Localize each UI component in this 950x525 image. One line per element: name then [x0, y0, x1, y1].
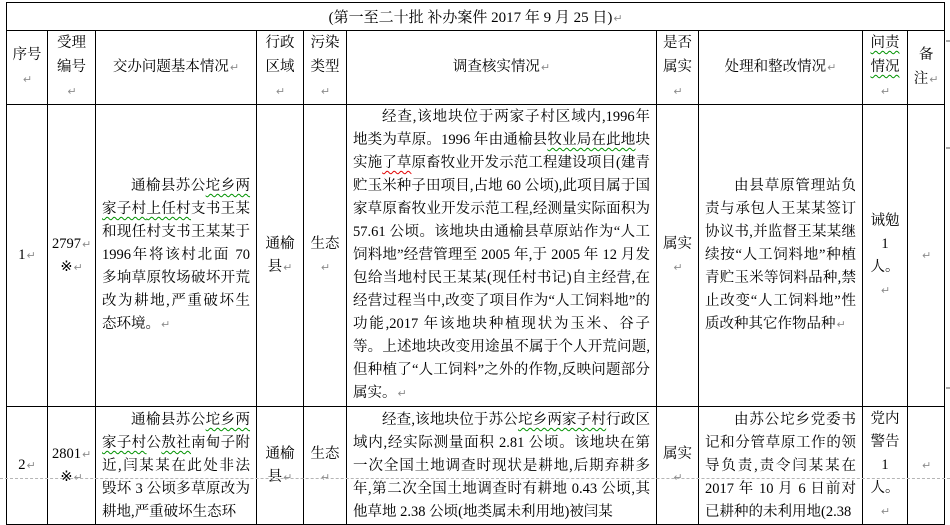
- cell-handling-rectification[interactable]: 由县草原管理站负责与承包人王某某签订协议书,并监督王某某继续按“人工饲料地”种植青贮玉米等饲料品种,禁止改变“人工饲料地”性质改种其它作物品种↵: [699, 105, 863, 407]
- table-header-row: [7, 31, 945, 105]
- paragraph-mark: ↵: [880, 283, 891, 297]
- paragraph-mark: ↵: [673, 260, 683, 274]
- paragraph-mark: ↵: [229, 61, 240, 74]
- paragraph-mark: ↵: [275, 85, 286, 98]
- paragraph-mark: ↵: [921, 249, 932, 262]
- paragraph-mark: ↵: [921, 459, 932, 472]
- table-title: (第一至二十批 补办案件 2017 年 9 月 25 日): [328, 10, 613, 26]
- paragraph-mark: ↵: [73, 470, 83, 484]
- cell-issue-basic-info[interactable]: 通榆县苏公坨乡两家子村公敖社南甸子附近,闫某某在此处非法毁坏 3 公顷多草原改为耕地,严重破坏生态环: [96, 407, 257, 525]
- cell-admin-region[interactable]: 通榆县↵: [257, 105, 304, 407]
- paragraph-mark: ↵: [836, 318, 846, 331]
- paragraph-mark: ↵: [26, 459, 36, 472]
- paragraph-mark: ↵: [320, 260, 331, 274]
- cell-acceptance-code[interactable]: 2801↵ ※↵: [48, 407, 96, 525]
- paragraph-mark: ↵: [283, 470, 293, 484]
- paragraph-mark: ↵: [540, 61, 551, 74]
- header-pollution-type[interactable]: [304, 31, 347, 105]
- table-title-cell[interactable]: [7, 3, 945, 31]
- end-of-row-marker: [946, 147, 950, 149]
- header-issue-basic-info[interactable]: [96, 31, 257, 105]
- header-verified[interactable]: [657, 31, 699, 105]
- paragraph-mark: ↵: [82, 237, 92, 251]
- paragraph-mark: ↵: [673, 85, 683, 98]
- table-row: [7, 105, 945, 407]
- header-label: 受理编号: [57, 35, 86, 75]
- paragraph-mark: ↵: [827, 61, 837, 74]
- cell-investigation[interactable]: 经查,该地块位于两家子村区域内,1996年地类为草原。1996 年由通榆县牧业局在此地块实施了草原畜牧业开发示范工程建设项目(建青贮玉米种子田项目,占地 60 公顷),此项目属于国家草原畜牧业开发示范工程,经测量实际面积为 57.61 公顷。该地块由通榆县草原站作为“人工饲料地”经营管理至 2005 年,于 2005 年 12 月发包给当地村民王某某(现任村书记)自主经营,在经营过程当中,改变了项目作为“人工饲料地”的功能,2017 年该地块种植现状为玉米、谷子等。上述地块改变用途虽不属于个人开荒问题,但种植了“人工饲料”之外的作物,反映问题部分属实。↵: [347, 105, 657, 407]
- header-label: 交办问题基本情况: [112, 59, 229, 75]
- header-investigation[interactable]: [347, 31, 657, 105]
- cell-acceptance-code[interactable]: 2797↵ ※↵: [48, 105, 96, 407]
- header-label: 处理和整改情况: [724, 59, 827, 75]
- cell-accountability[interactable]: 党内警告 1 人。↵: [863, 407, 908, 525]
- cell-verified[interactable]: 属实↵: [657, 407, 699, 525]
- paragraph-mark: ↵: [880, 85, 891, 98]
- paragraph-mark: ↵: [67, 85, 77, 98]
- header-label: 序号: [12, 47, 42, 63]
- end-of-row-marker: [946, 40, 950, 42]
- header-label: 问责情况: [870, 35, 900, 75]
- cell-admin-region[interactable]: 通榆县↵: [257, 407, 304, 525]
- end-of-row-marker: [946, 387, 950, 389]
- table-title-row: [7, 3, 945, 31]
- supervision-cases-table: [6, 2, 945, 525]
- paragraph-mark: ↵: [283, 260, 293, 274]
- header-remark[interactable]: [908, 31, 945, 105]
- table-row: [7, 407, 945, 525]
- paragraph-mark: ↵: [397, 387, 407, 400]
- cell-pollution-type[interactable]: 生态↵: [304, 105, 347, 407]
- header-label: 污染类型: [310, 35, 340, 75]
- paragraph-mark: ↵: [673, 470, 683, 484]
- cell-serial-number[interactable]: 2↵: [7, 407, 48, 525]
- cell-investigation[interactable]: 经查,该地块位于苏公坨乡两家子村行政区域内,经实际测量面积 2.81 公顷。该地块在第一次全国土地调查时现状是耕地,后期弃耕多年,第二次全国土地调查时有耕地 0.43 公顷,其他草地 2.38 公顷(地类属未利用地)被闫某: [347, 407, 657, 525]
- cell-remark[interactable]: [908, 105, 945, 407]
- header-accountability[interactable]: [863, 31, 908, 105]
- paragraph-mark: ↵: [161, 318, 171, 331]
- cell-verified[interactable]: 属实↵: [657, 105, 699, 407]
- cell-handling-rectification[interactable]: 由苏公坨乡党委书记和分管草原工作的领导负责,责令闫某某在 2017 年 10 月 6 日前对已耕种的未利用地(2.38: [699, 407, 863, 525]
- header-label: 备注: [913, 47, 934, 87]
- header-admin-region[interactable]: [257, 31, 304, 105]
- header-acceptance-code[interactable]: [48, 31, 96, 105]
- header-serial-number[interactable]: [7, 31, 48, 105]
- word-document-page: [0, 2, 950, 520]
- cell-issue-basic-info[interactable]: 通榆县苏公坨乡两家子村上任村支书王某和现任村支书王某某于1996年将该村北面 70 多垧草原牧场破坏开荒改为耕地,严重破坏生态环境。↵: [96, 105, 257, 407]
- paragraph-mark: ↵: [82, 447, 92, 461]
- paragraph-mark: ↵: [26, 249, 36, 262]
- paragraph-mark: ↵: [613, 12, 623, 25]
- paragraph-mark: ↵: [22, 73, 33, 86]
- asterisk-mark: ※: [60, 468, 73, 485]
- header-label: 行政区域: [265, 35, 295, 75]
- header-handling-rectification[interactable]: [699, 31, 863, 105]
- paragraph-mark: ↵: [929, 73, 939, 86]
- header-label: 调查核实情况: [452, 59, 540, 75]
- paragraph-mark: ↵: [320, 85, 331, 98]
- cell-serial-number[interactable]: 1↵: [7, 105, 48, 407]
- paragraph-mark: ↵: [73, 260, 83, 274]
- asterisk-mark: ※: [60, 258, 73, 275]
- paragraph-mark: ↵: [320, 470, 331, 484]
- cell-remark[interactable]: [908, 407, 945, 525]
- cell-pollution-type[interactable]: 生态↵: [304, 407, 347, 525]
- header-label: 是否属实: [663, 35, 692, 75]
- paragraph-mark: ↵: [880, 505, 891, 518]
- cell-accountability[interactable]: 诫勉 1 人。↵: [863, 105, 908, 407]
